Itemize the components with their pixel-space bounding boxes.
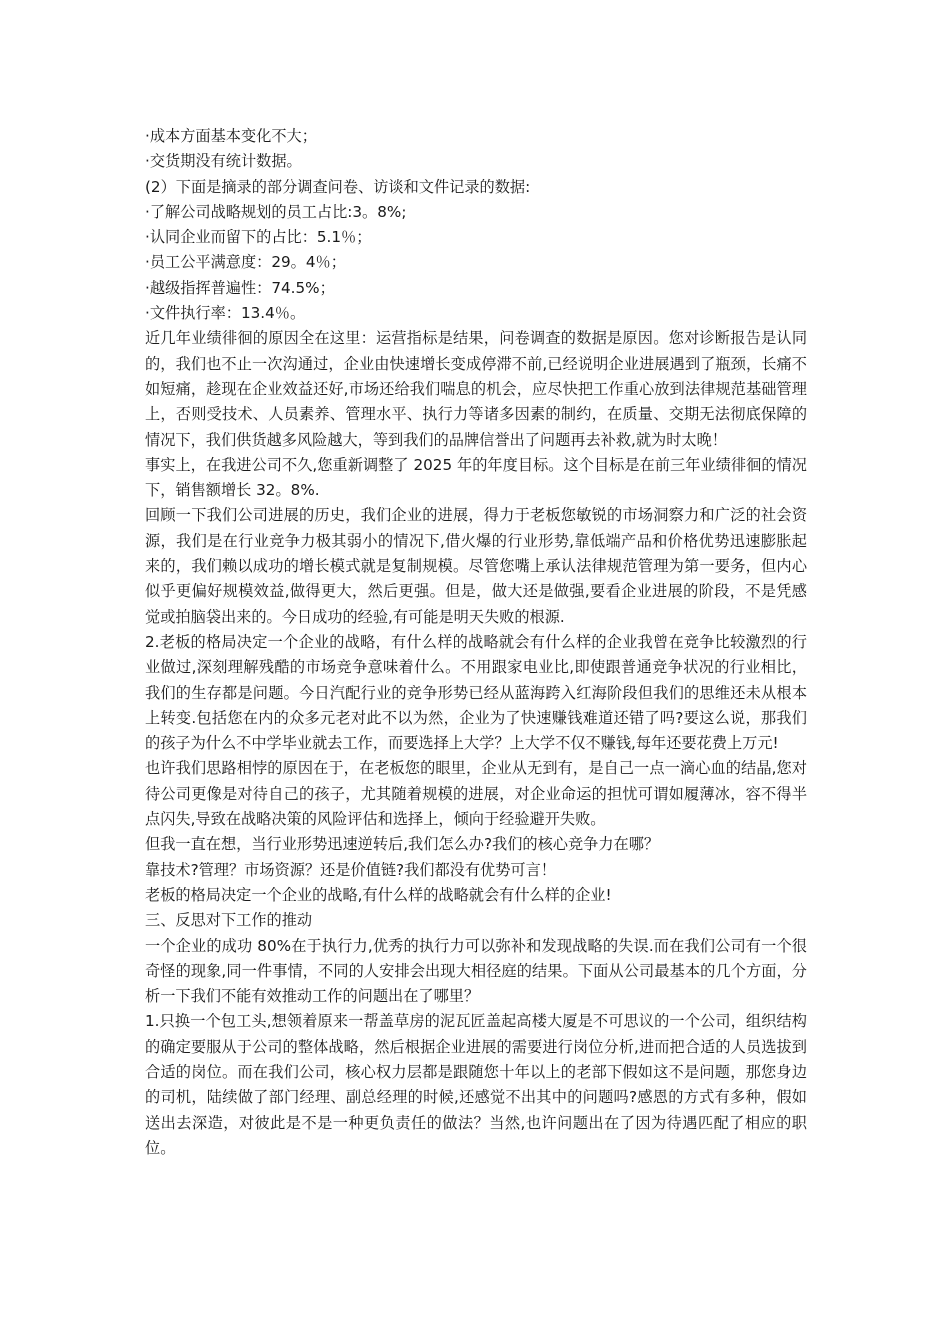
paragraph-history: 回顾一下我们公司进展的历史，我们企业的进展，得力于老板您敏锐的市场洞察力和广泛的社会资源，我们是在行业竞争力极其弱小的情况下,借火爆的行业形势,靠低端产品和价格优势迅速膨胀起来的，我们赖以成功的增长模式就是复制规模。尽管您嘴上承认法律规范管理为第一要务，但内心似乎更偏好规模效益,做得更大，然后更强。但是，做大还是做强,要看企业进展的阶段，不是凭感觉或拍脑袋出来的。今日成功的经验,有可能是明天失败的根源. [145,506,807,626]
survey-intro: (2）下面是摘录的部分调查问卷、访谈和文件记录的数据: [145,177,531,196]
bullet-execution-rate: ·文件执行率：13.4％。 [145,304,306,323]
paragraph-boss-vision: 2.老板的格局决定一个企业的战略，有什么样的战略就会有什么样的企业我曾在竞争比较激烈的行业做过,深刻理解残酷的市场竞争意味着什么。不用跟家电业比,即使跟普通竞争状况的行业相比，我们的生存都是问题。今日汽配行业的竞争形势已经从蓝海跨入红海阶段但我们的思维还未从根本上转变.包括您在内的众多元老对此不以为然，企业为了快速赚钱难道还错了吗?要这么说，那我们的孩子为什么不中学毕业就去工作，而要选择上大学？上大学不仅不赚钱,每年还要花费上万元! [145,632,807,753]
bullet-skip-level: ·越级指挥普遍性：74.5%； [145,278,335,297]
paragraph-question: 但我一直在想，当行业形势迅速逆转后,我们怎么办?我们的核心竞争力在哪？ [145,835,660,854]
paragraph-contractor: 1.只换一个包工头,想领着原来一帮盖草房的泥瓦匠盖起高楼大厦是不可思议的一个公司，组织结构的确定要服从于公司的整体战略，然后根据企业进展的需要进行岗位分析,进而把合适的人员选拔到合适的岗位。而在我们公司，核心权力层都是跟随您十年以上的老部下假如这不是问题，那您身边的司机，陆续做了部门经理、副总经理的时候,还感觉不出其中的问题吗?感恩的方式有多种，假如送出去深造，对彼此是不是一种更负责任的做法？当然,也许问题出在了因为待遇匹配了相应的职位。 [145,1012,807,1157]
bullet-cost: ·成本方面基本变化不大； [145,127,317,145]
bullet-fairness: ·员工公平满意度：29。4％； [145,253,346,272]
paragraph-reasons: 近几年业绩徘徊的原因全在这里：运营指标是结果，问卷调查的数据是原因。您对诊断报告是认同的，我们也不止一次沟通过，企业由快速增长变成停滞不前,已经说明企业进展遇到了瓶颈，长痛不如短痛，趁现在企业效益还好,市场还给我们喘息的机会，应尽快把工作重心放到法律规范基础管理上，否则受技术、人员素养、管理水平、执行力等诸多因素的制约，在质量、交期无法彻底保障的情况下，我们供货越多风险越大，等到我们的品牌信誉出了问题再去补救,就为时太晚！ [145,329,807,449]
paragraph-advantage: 靠技术?管理？市场资源？还是价值链?我们都没有优势可言！ [145,860,556,879]
paragraph-execution: 一个企业的成功 80%在于执行力,优秀的执行力可以弥补和发现战略的失误.而在我们公司有一个很奇怪的现象,同一件事情，不同的人安排会出现大相径庭的结果。下面从公司最基本的几个方面，分析一下我们不能有效推动工作的问题出在了哪里？ [145,936,807,1006]
bullet-retention: ·认同企业而留下的占比：5.1％； [145,228,372,247]
section-heading-3: 三、反思对下工作的推动 [145,911,313,930]
paragraph-annual-target: 事实上，在我进公司不久,您重新调整了 2025 年的年度目标。这个目标是在前三年业绩徘徊的情况下，销售额增长 32。8%. [145,455,807,500]
bullet-delivery: ·交货期没有统计数据。 [145,152,302,171]
bullet-strategy-awareness: ·了解公司战略规划的员工占比:3。8%; [145,202,407,221]
paragraph-conclusion: 老板的格局决定一个企业的战略,有什么样的战略就会有什么样的企业! [145,885,612,904]
paragraph-divergence: 也许我们思路相悖的原因在于，在老板您的眼里，企业从无到有，是自己一点一滴心血的结晶,您对待公司更像是对待自己的孩子，尤其随着规模的进展，对企业命运的担忧可谓如履薄冰，容不得半点闪失,导致在战略决策的风险评估和选择上，倾向于经验避开失败。 [145,759,807,829]
document-body [145,124,807,1161]
